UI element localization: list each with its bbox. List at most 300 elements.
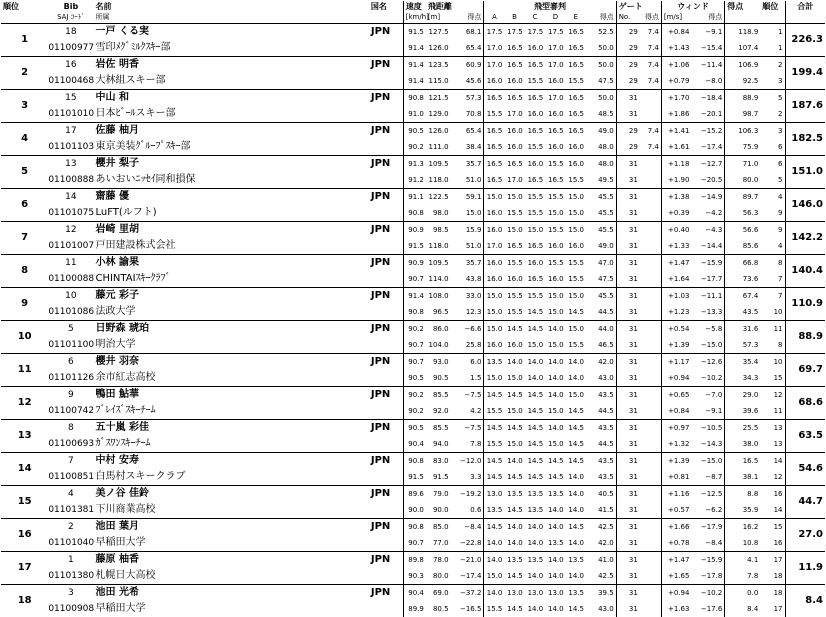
nation-empty [369, 172, 403, 189]
athlete-row-second [1, 568, 825, 585]
wind-speed-cell: +0.78 [661, 535, 691, 552]
nation-cell: JPN [369, 288, 403, 305]
distance-points-cell: −12.0 [451, 453, 484, 470]
wind-points-cell: −12.5 [691, 486, 724, 503]
distance-points-cell: 38.4 [451, 139, 484, 156]
gate-no-cell: 29 [616, 40, 640, 57]
club-cell: ﾌﾞﾚｲｽﾞｽｷｰﾁｰﾑ [93, 403, 368, 420]
wind-speed-cell: +1.90 [661, 172, 691, 189]
style-points-cell: 48.0 [586, 156, 616, 173]
judge-a-cell: 16.0 [484, 205, 504, 222]
judge-a-cell: 13.5 [484, 502, 504, 519]
gate-points-cell [640, 552, 662, 569]
judge-b-cell: 14.5 [504, 601, 524, 617]
distance-cell: 109.5 [426, 255, 451, 272]
gate-points-cell [640, 172, 662, 189]
distance-cell: 115.0 [426, 73, 451, 90]
judge-d-cell: 14.5 [545, 453, 565, 470]
rank-cell: 15 [1, 486, 48, 519]
judge-d-cell: 14.0 [545, 568, 565, 585]
run-points-cell: 7.8 [725, 568, 760, 585]
total-points: 54.6 [785, 453, 825, 486]
distance-cell: 111.0 [426, 139, 451, 156]
athlete-row [1, 321, 825, 338]
judge-b-cell: 16.5 [504, 57, 524, 74]
saj-code-cell: 01101126 [48, 370, 93, 387]
wind-speed-cell: +0.39 [661, 205, 691, 222]
judge-b-cell: 15.0 [504, 222, 524, 239]
style-points-cell: 42.5 [586, 519, 616, 536]
run-points-cell: 106.9 [725, 57, 760, 74]
judge-b-cell: 16.5 [504, 238, 524, 255]
total-points: 63.5 [785, 420, 825, 453]
speed-cell: 90.5 [403, 420, 426, 437]
distance-points-cell: 12.3 [451, 304, 484, 321]
athlete-row [1, 24, 825, 41]
judge-a-cell: 15.0 [484, 568, 504, 585]
run-points-cell: 25.5 [725, 420, 760, 437]
athlete-name: 日野森 琥珀 [93, 321, 368, 338]
distance-points-cell: 68.1 [451, 24, 484, 41]
judge-b-cell: 16.5 [504, 40, 524, 57]
judge-e-cell: 16.5 [566, 123, 586, 140]
rank-cell: 14 [1, 453, 48, 486]
judge-d-cell: 17.5 [545, 24, 565, 41]
style-points-cell: 41.0 [586, 552, 616, 569]
athlete-row [1, 453, 825, 470]
run-points-cell: 67.4 [725, 288, 760, 305]
style-points-cell: 44.5 [586, 304, 616, 321]
judge-c-cell: 14.5 [525, 420, 545, 437]
judge-d-cell: 15.5 [545, 255, 565, 272]
judge-c-cell: 13.5 [525, 486, 545, 503]
judge-a-cell: 15.0 [484, 321, 504, 338]
judge-a-cell: 16.0 [484, 222, 504, 239]
judge-a-cell: 14.0 [484, 552, 504, 569]
gate-no-cell: 31 [616, 304, 640, 321]
athlete-name: 佐藤 柚月 [93, 123, 368, 140]
results-body [1, 24, 825, 617]
run-points-cell: 57.3 [725, 337, 760, 354]
nation-cell: JPN [369, 255, 403, 272]
judge-d-cell: 15.0 [545, 288, 565, 305]
wind-points-cell: −11.4 [691, 57, 724, 74]
judge-a-cell: 15.0 [484, 370, 504, 387]
style-points-cell: 40.5 [586, 486, 616, 503]
distance-points-cell: −19.2 [451, 486, 484, 503]
gate-no-cell: 31 [616, 436, 640, 453]
run-rank-cell: 8 [760, 255, 785, 272]
athlete-name: 中山 和 [93, 90, 368, 107]
gate-points-cell [640, 585, 662, 602]
header-run-points: 得点 [725, 1, 760, 12]
gate-no-cell: 29 [616, 57, 640, 74]
distance-points-cell: 6.0 [451, 354, 484, 371]
run-rank-cell: 16 [760, 486, 785, 503]
judge-a-cell: 15.5 [484, 106, 504, 123]
judge-a-cell: 16.0 [484, 255, 504, 272]
gate-points-cell [640, 370, 662, 387]
judge-e-cell: 16.0 [566, 238, 586, 255]
distance-points-cell: 65.4 [451, 40, 484, 57]
judge-b-cell: 16.0 [504, 123, 524, 140]
judge-c-cell: 14.5 [525, 304, 545, 321]
run-points-cell: 66.8 [725, 255, 760, 272]
bib-cell: 7 [48, 453, 93, 470]
run-points-cell: 4.1 [725, 552, 760, 569]
rank-cell: 4 [1, 123, 48, 156]
judge-a-cell: 15.0 [484, 189, 504, 206]
distance-points-cell: 57.3 [451, 90, 484, 107]
judge-d-cell: 14.0 [545, 519, 565, 536]
saj-code-cell: 01101380 [48, 568, 93, 585]
bib-cell: 18 [48, 24, 93, 41]
wind-speed-cell: +1.06 [661, 57, 691, 74]
wind-points-cell: −10.2 [691, 370, 724, 387]
judge-c-cell: 16.0 [525, 255, 545, 272]
wind-speed-cell: +0.84 [661, 24, 691, 41]
gate-points-cell [640, 486, 662, 503]
run-points-cell: 38.0 [725, 436, 760, 453]
judge-d-cell: 14.0 [545, 552, 565, 569]
run-points-cell: 75.9 [725, 139, 760, 156]
judge-a-cell: 15.5 [484, 601, 504, 617]
judge-e-cell: 13.5 [566, 585, 586, 602]
club-cell: ｶﾞｽﾜﾝｽｷｰﾁｰﾑ [93, 436, 368, 453]
nation-cell: JPN [369, 90, 403, 107]
judge-c-cell: 16.5 [525, 90, 545, 107]
header-speed-unit: [km/h] [403, 12, 426, 24]
run-rank-cell: 10 [760, 354, 785, 371]
judge-e-cell: 14.0 [566, 568, 586, 585]
judge-a-cell: 15.5 [484, 436, 504, 453]
wind-points-cell: −7.0 [691, 387, 724, 404]
club-cell: 下川商業高校 [93, 502, 368, 519]
wind-points-cell: −9.1 [691, 24, 724, 41]
wind-speed-cell: +0.54 [661, 321, 691, 338]
wind-speed-cell: +1.38 [661, 189, 691, 206]
header-name: 名前 [93, 1, 368, 12]
header-judge-e: E [566, 12, 586, 24]
gate-no-cell: 31 [616, 337, 640, 354]
judge-e-cell: 14.5 [566, 403, 586, 420]
gate-points-cell [640, 189, 662, 206]
judge-e-cell: 16.5 [566, 24, 586, 41]
speed-cell: 91.5 [403, 24, 426, 41]
judge-a-cell: 13.5 [484, 354, 504, 371]
distance-cell: 93.0 [426, 354, 451, 371]
style-points-cell: 52.5 [586, 24, 616, 41]
distance-points-cell: −6.6 [451, 321, 484, 338]
wind-points-cell: −13.3 [691, 304, 724, 321]
rank-cell: 9 [1, 288, 48, 321]
nation-cell: JPN [369, 123, 403, 140]
wind-points-cell: −17.4 [691, 139, 724, 156]
judge-c-cell: 16.0 [525, 106, 545, 123]
judge-b-cell: 13.5 [504, 486, 524, 503]
judge-a-cell: 14.5 [484, 469, 504, 486]
distance-cell: 92.0 [426, 403, 451, 420]
total-points: 142.2 [785, 222, 825, 255]
style-points-cell: 47.5 [586, 271, 616, 288]
distance-cell: 121.5 [426, 90, 451, 107]
gate-no-cell: 31 [616, 486, 640, 503]
header-rank: 順位 [1, 1, 48, 12]
distance-cell: 118.0 [426, 238, 451, 255]
club-cell: 大林組スキー部 [93, 73, 368, 90]
gate-no-cell: 31 [616, 502, 640, 519]
style-points-cell: 43.0 [586, 370, 616, 387]
judge-e-cell: 16.5 [566, 40, 586, 57]
judge-c-cell: 15.5 [525, 288, 545, 305]
wind-points-cell: −14.9 [691, 189, 724, 206]
judge-e-cell: 16.5 [566, 90, 586, 107]
nation-empty [369, 502, 403, 519]
total-points: 8.4 [785, 585, 825, 617]
saj-code-cell: 01100742 [48, 403, 93, 420]
gate-points-cell: 7.4 [640, 123, 662, 140]
speed-cell: 89.9 [403, 601, 426, 617]
distance-cell: 118.0 [426, 172, 451, 189]
judge-e-cell: 16.5 [566, 57, 586, 74]
judge-c-cell: 13.0 [525, 585, 545, 602]
wind-points-cell: −15.0 [691, 453, 724, 470]
distance-points-cell: −7.5 [451, 387, 484, 404]
judge-b-cell: 14.0 [504, 535, 524, 552]
athlete-row-second [1, 535, 825, 552]
judge-a-cell: 14.5 [484, 519, 504, 536]
distance-points-cell: −7.5 [451, 420, 484, 437]
distance-cell: 80.5 [426, 601, 451, 617]
gate-points-cell [640, 387, 662, 404]
judge-c-cell: 14.0 [525, 519, 545, 536]
gate-no-cell: 31 [616, 271, 640, 288]
saj-code-cell: 01101010 [48, 106, 93, 123]
athlete-name: 櫻井 羽奈 [93, 354, 368, 371]
athlete-row [1, 519, 825, 536]
judge-e-cell: 14.0 [566, 486, 586, 503]
wind-speed-cell: +1.47 [661, 552, 691, 569]
speed-cell: 90.2 [403, 321, 426, 338]
wind-speed-cell: +1.61 [661, 139, 691, 156]
run-rank-cell: 14 [760, 453, 785, 470]
style-points-cell: 42.0 [586, 535, 616, 552]
style-points-cell: 44.5 [586, 436, 616, 453]
header-wind-points: 得点 [691, 12, 724, 24]
judge-e-cell: 15.5 [566, 172, 586, 189]
speed-cell: 90.7 [403, 337, 426, 354]
run-rank-cell: 15 [760, 519, 785, 536]
run-rank-cell: 2 [760, 106, 785, 123]
speed-cell: 91.2 [403, 172, 426, 189]
athlete-row-second [1, 238, 825, 255]
athlete-name: 岩佐 明香 [93, 57, 368, 74]
run-points-cell: 89.7 [725, 189, 760, 206]
distance-points-cell: 59.1 [451, 189, 484, 206]
judge-c-cell: 16.0 [525, 40, 545, 57]
judge-d-cell: 13.5 [545, 535, 565, 552]
judge-c-cell: 14.0 [525, 601, 545, 617]
judge-a-cell: 15.0 [484, 288, 504, 305]
distance-cell: 94.0 [426, 436, 451, 453]
style-points-cell: 44.5 [586, 403, 616, 420]
athlete-row [1, 57, 825, 74]
club-cell: 戸田建設株式会社 [93, 238, 368, 255]
gate-points-cell [640, 271, 662, 288]
judge-d-cell: 15.5 [545, 222, 565, 239]
judge-a-cell: 17.0 [484, 40, 504, 57]
judge-c-cell: 14.0 [525, 535, 545, 552]
run-points-cell: 38.1 [725, 469, 760, 486]
distance-cell: 123.5 [426, 57, 451, 74]
club-cell: 早稲田大学 [93, 601, 368, 617]
nation-empty [369, 568, 403, 585]
nation-cell: JPN [369, 519, 403, 536]
judge-e-cell: 14.5 [566, 453, 586, 470]
speed-cell: 90.2 [403, 403, 426, 420]
style-points-cell: 49.5 [586, 172, 616, 189]
distance-points-cell: −8.4 [451, 519, 484, 536]
distance-points-cell: 3.3 [451, 469, 484, 486]
distance-cell: 126.0 [426, 40, 451, 57]
run-rank-cell: 7 [760, 288, 785, 305]
wind-points-cell: −15.0 [691, 337, 724, 354]
nation-empty [369, 535, 403, 552]
judge-d-cell: 14.0 [545, 502, 565, 519]
rank-cell: 2 [1, 57, 48, 90]
wind-points-cell: −4.3 [691, 222, 724, 239]
judge-d-cell: 13.5 [545, 486, 565, 503]
distance-cell: 104.0 [426, 337, 451, 354]
athlete-row-second [1, 73, 825, 90]
wind-speed-cell: +1.86 [661, 106, 691, 123]
nation-empty [369, 370, 403, 387]
wind-speed-cell: +0.81 [661, 469, 691, 486]
distance-points-cell: 43.8 [451, 271, 484, 288]
distance-points-cell: 45.6 [451, 73, 484, 90]
speed-cell: 90.9 [403, 222, 426, 239]
judge-a-cell: 16.0 [484, 337, 504, 354]
club-cell: 白馬村スキークラブ [93, 469, 368, 486]
distance-cell: 78.0 [426, 552, 451, 569]
wind-points-cell: −15.2 [691, 123, 724, 140]
judge-b-cell: 14.5 [504, 469, 524, 486]
judge-d-cell: 16.0 [545, 106, 565, 123]
style-points-cell: 45.5 [586, 189, 616, 206]
distance-points-cell: 1.5 [451, 370, 484, 387]
total-points: 11.9 [785, 552, 825, 585]
judge-a-cell: 14.5 [484, 420, 504, 437]
wind-speed-cell: +1.63 [661, 601, 691, 617]
saj-code-cell: 01100851 [48, 469, 93, 486]
speed-cell: 91.3 [403, 156, 426, 173]
judge-d-cell: 17.0 [545, 57, 565, 74]
total-points: 199.4 [785, 57, 825, 90]
run-rank-cell: 12 [760, 387, 785, 404]
athlete-name: 齋藤 優 [93, 189, 368, 206]
style-points-cell: 47.5 [586, 73, 616, 90]
judge-b-cell: 14.5 [504, 502, 524, 519]
nation-cell: JPN [369, 453, 403, 470]
total-points: 187.6 [785, 90, 825, 123]
bib-cell: 6 [48, 354, 93, 371]
wind-points-cell: −15.4 [691, 40, 724, 57]
bib-cell: 5 [48, 321, 93, 338]
athlete-row-second [1, 271, 825, 288]
athlete-name: 五十嵐 彩佳 [93, 420, 368, 437]
rank-cell: 6 [1, 189, 48, 222]
judge-c-cell: 14.5 [525, 469, 545, 486]
gate-points-cell [640, 321, 662, 338]
wind-speed-cell: +1.70 [661, 90, 691, 107]
rank-cell: 1 [1, 24, 48, 57]
run-rank-cell: 13 [760, 436, 785, 453]
rank-cell: 7 [1, 222, 48, 255]
athlete-row [1, 354, 825, 371]
run-rank-cell: 5 [760, 90, 785, 107]
distance-points-cell: 51.0 [451, 172, 484, 189]
judge-c-cell: 15.5 [525, 189, 545, 206]
bib-cell: 4 [48, 486, 93, 503]
judge-a-cell: 16.5 [484, 90, 504, 107]
header-gate-points: 得点 [640, 12, 662, 24]
gate-no-cell: 31 [616, 453, 640, 470]
gate-no-cell: 31 [616, 90, 640, 107]
rank-cell: 13 [1, 420, 48, 453]
results-table [1, 1, 825, 617]
header-bib: Bib [48, 1, 93, 12]
distance-cell: 122.5 [426, 189, 451, 206]
run-rank-cell: 12 [760, 469, 785, 486]
speed-cell: 91.4 [403, 73, 426, 90]
style-points-cell: 46.5 [586, 337, 616, 354]
speed-cell: 91.4 [403, 40, 426, 57]
style-points-cell: 43.5 [586, 453, 616, 470]
athlete-row-second [1, 601, 825, 617]
judge-c-cell: 16.5 [525, 57, 545, 74]
athlete-row [1, 420, 825, 437]
judge-c-cell: 14.5 [525, 403, 545, 420]
gate-points-cell [640, 288, 662, 305]
judge-c-cell: 14.0 [525, 354, 545, 371]
wind-points-cell: −15.9 [691, 255, 724, 272]
judge-c-cell: 14.5 [525, 436, 545, 453]
gate-no-cell: 31 [616, 469, 640, 486]
style-points-cell: 49.0 [586, 123, 616, 140]
rank-cell: 3 [1, 90, 48, 123]
saj-code-cell: 01101086 [48, 304, 93, 321]
judge-d-cell: 15.0 [545, 403, 565, 420]
saj-code-cell: 01101040 [48, 535, 93, 552]
distance-cell: 85.5 [426, 420, 451, 437]
style-points-cell: 50.0 [586, 90, 616, 107]
athlete-name: 藤原 柚香 [93, 552, 368, 569]
style-points-cell: 44.0 [586, 321, 616, 338]
wind-points-cell: −5.8 [691, 321, 724, 338]
run-rank-cell: 4 [760, 238, 785, 255]
wind-points-cell: −17.7 [691, 271, 724, 288]
total-points: 151.0 [785, 156, 825, 189]
wind-speed-cell: +0.84 [661, 403, 691, 420]
run-points-cell: 80.0 [725, 172, 760, 189]
club-cell: 日本ﾋﾞｰﾙスキー部 [93, 106, 368, 123]
gate-no-cell: 31 [616, 189, 640, 206]
judge-d-cell: 16.5 [545, 172, 565, 189]
judge-b-cell: 15.5 [504, 304, 524, 321]
judge-a-cell: 16.0 [484, 271, 504, 288]
run-rank-cell: 1 [760, 40, 785, 57]
judge-b-cell: 15.0 [504, 189, 524, 206]
